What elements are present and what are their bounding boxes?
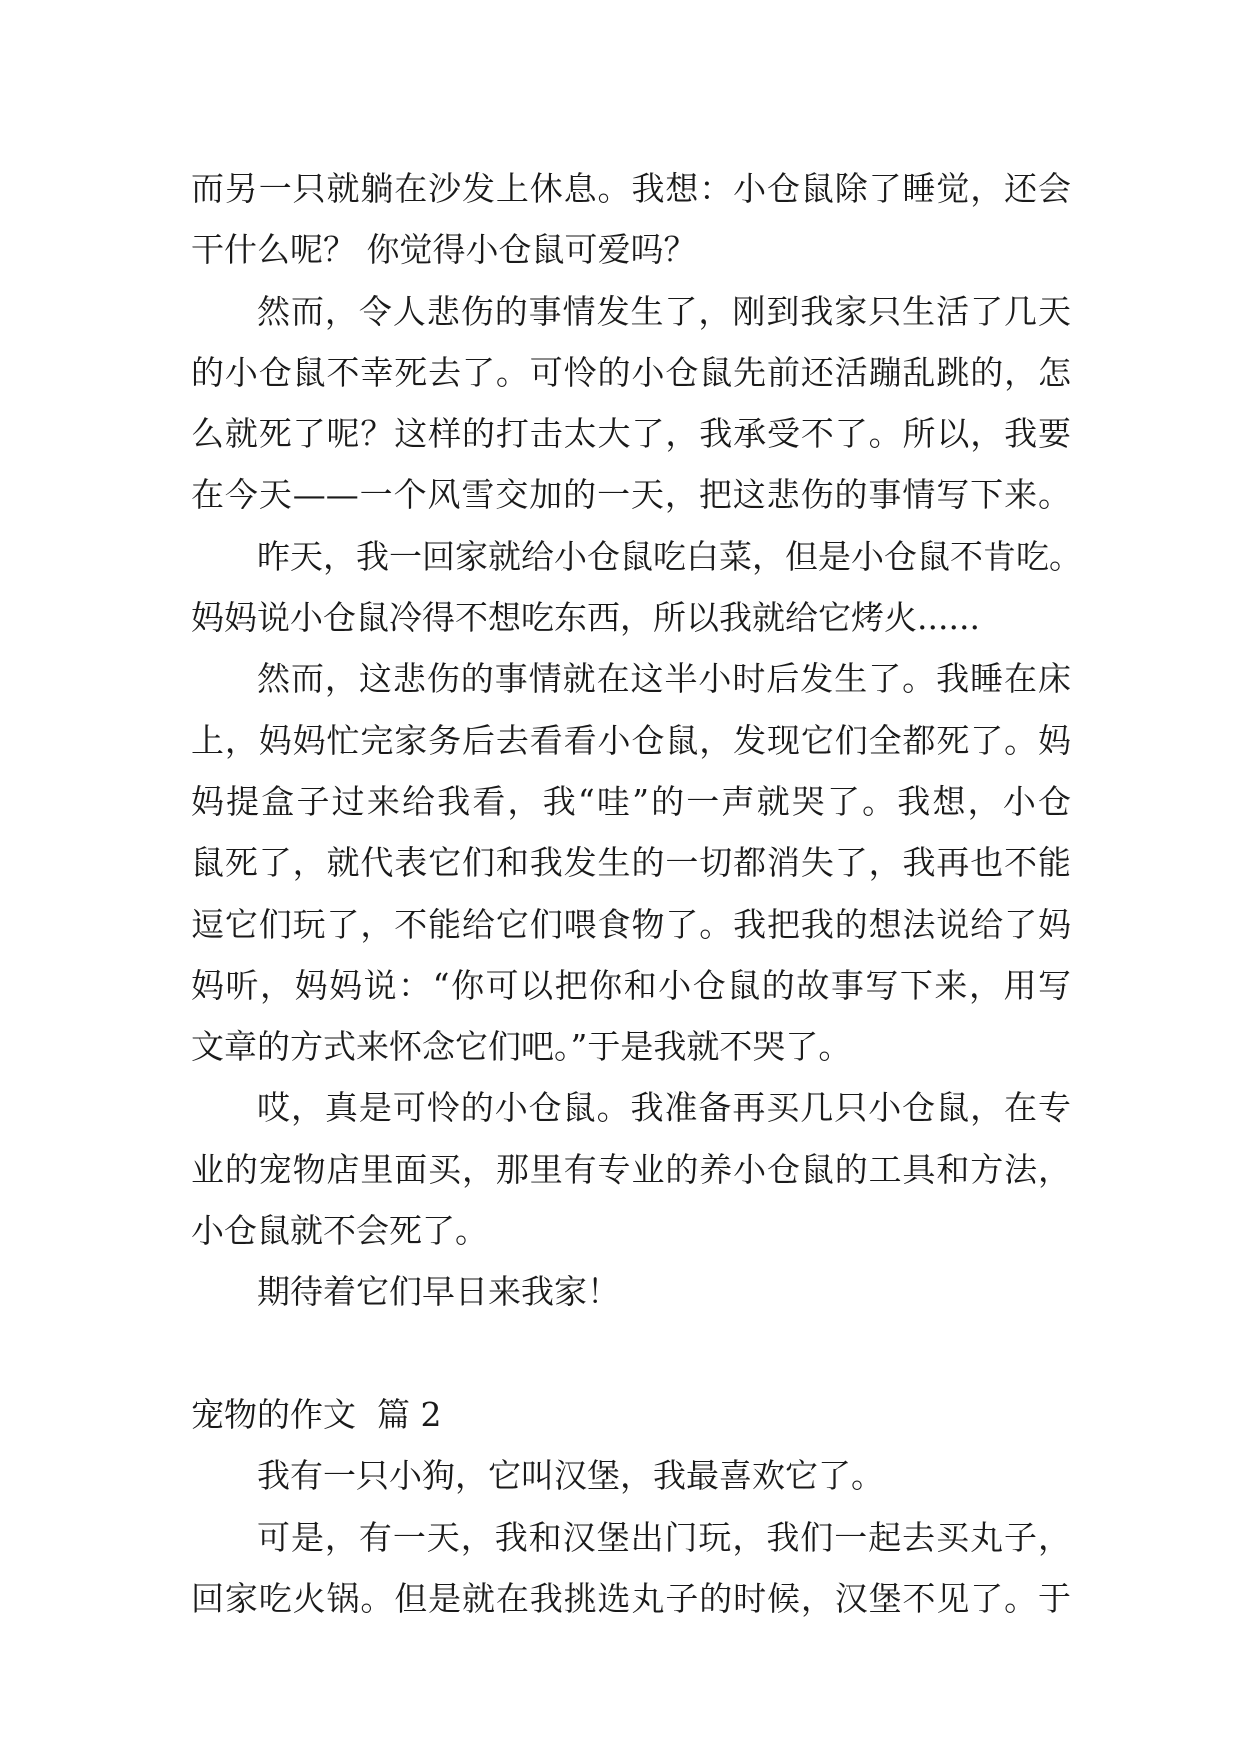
text-line: 而另一只就躺在沙发上休息。我想：小仓鼠除了睡觉，还会 (191, 169, 1071, 208)
text-line: 期待着它们早日来我家！ (257, 1272, 620, 1312)
text-line: 昨天，我一回家就给小仓鼠吃白菜，但是小仓鼠不肯吃。 (257, 536, 1082, 576)
text-line: 干什么呢？ 你觉得小仓鼠可爱吗？ (191, 230, 697, 270)
text-line: 哎，真是可怜的小仓鼠。我准备再买几只小仓鼠，在专 (257, 1088, 1071, 1128)
section-heading: 宠物的作文 篇 2 (191, 1394, 442, 1434)
text-line: 妈听，妈妈说：“你可以把你和小仓鼠的故事写下来，用写 (191, 965, 1071, 1005)
text-line: 么就死了呢？这样的打击太大了，我承受不了。所以，我要 (191, 414, 1071, 454)
text-line: 小仓鼠就不会死了。 (191, 1211, 488, 1251)
text-line: 在今天——一个风雪交加的一天，把这悲伤的事情写下来。 (191, 475, 1071, 515)
text-line: 文章的方式来怀念它们吧。”于是我就不哭了。 (191, 1027, 852, 1067)
text-line: 上，妈妈忙完家务后去看看小仓鼠，发现它们全都死了。妈 (191, 720, 1071, 760)
text-line: 回家吃火锅。但是就在我挑选丸子的时候，汉堡不见了。于 (191, 1578, 1071, 1618)
text-line: 逗它们玩了，不能给它们喂食物了。我把我的想法说给了妈 (191, 904, 1071, 944)
text-line: 然而，令人悲伤的事情发生了，刚到我家只生活了几天 (257, 291, 1071, 331)
section-spacer (191, 1323, 1071, 1384)
text-line: 鼠死了，就代表它们和我发生的一切都消失了，我再也不能 (191, 843, 1071, 883)
text-line: 业的宠物店里面买，那里有专业的养小仓鼠的工具和方法， (191, 1149, 1071, 1189)
article-body (191, 158, 1082, 1629)
text-line: 可是，有一天，我和汉堡出门玩，我们一起去买丸子， (257, 1517, 1071, 1557)
text-line: 然而，这悲伤的事情就在这半小时后发生了。我睡在床 (257, 659, 1071, 699)
text-line: 的小仓鼠不幸死去了。可怜的小仓鼠先前还活蹦乱跳的，怎 (191, 352, 1071, 392)
text-line: 妈妈说小仓鼠冷得不想吃东西，所以我就给它烤火...... (191, 598, 980, 638)
text-line: 我有一只小狗，它叫汉堡，我最喜欢它了。 (257, 1456, 884, 1496)
text-line: 妈提盒子过来给我看，我“哇”的一声就哭了。我想，小仓 (191, 781, 1071, 821)
